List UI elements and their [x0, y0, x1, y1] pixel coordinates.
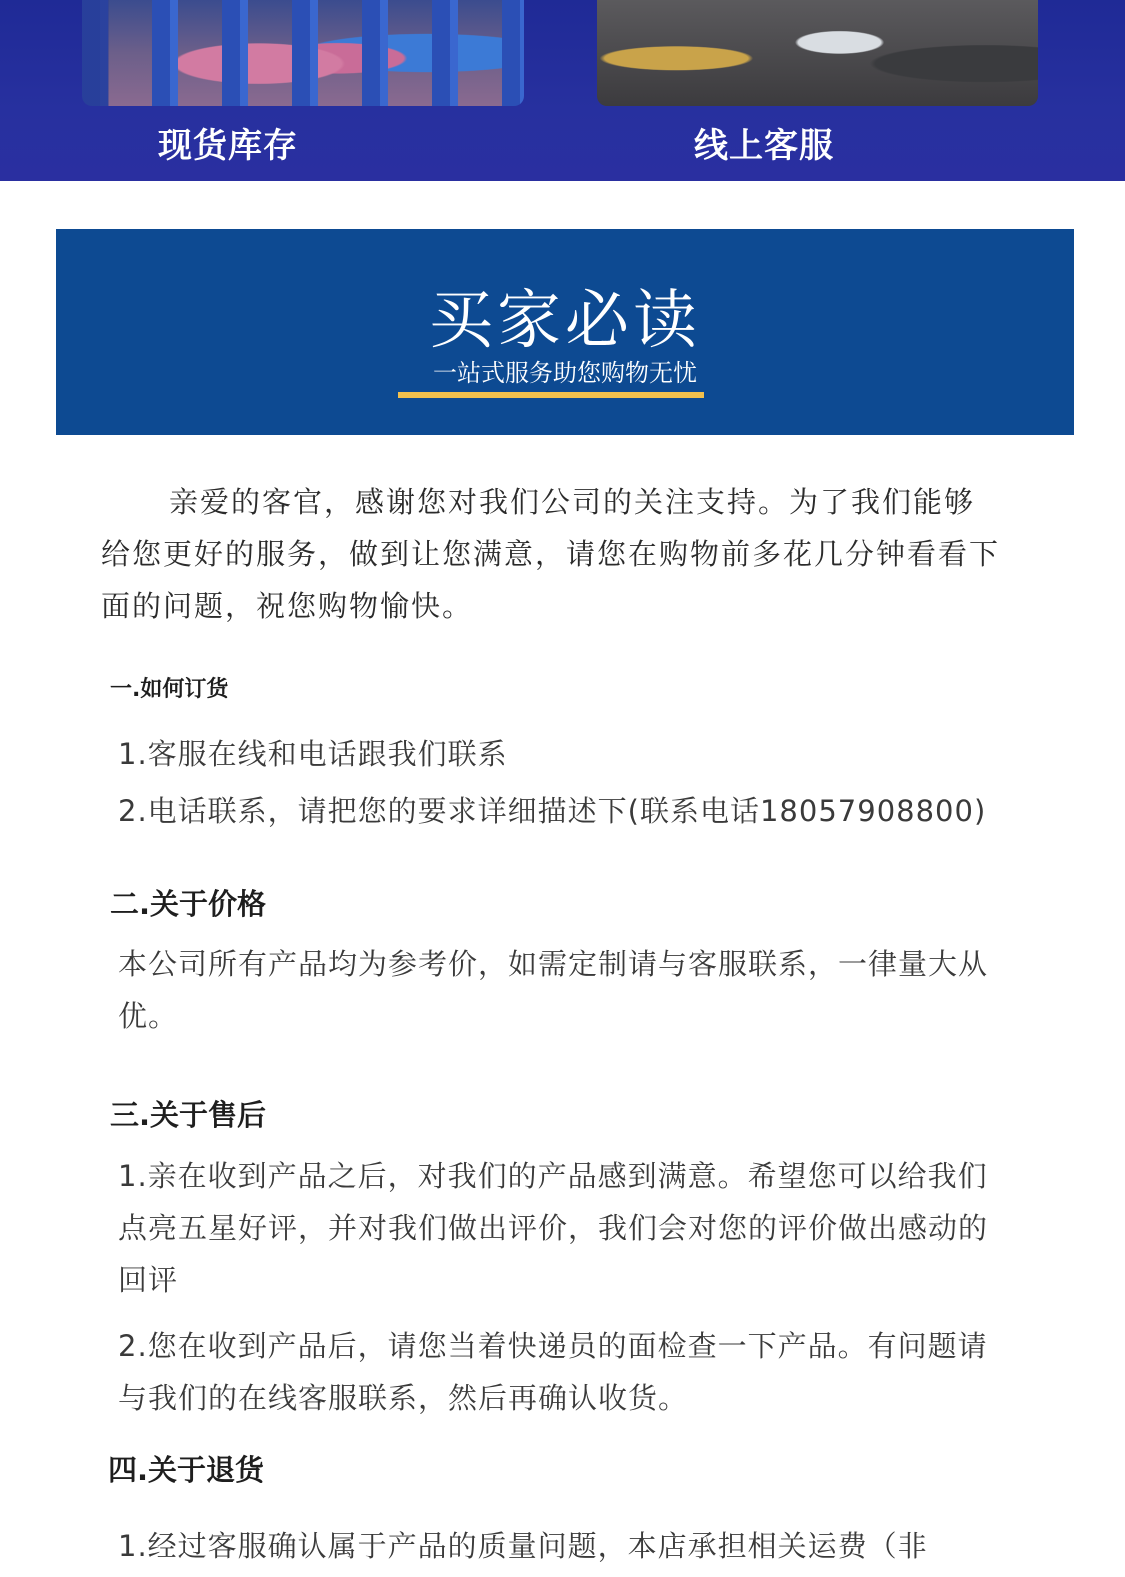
- top-photo-band: [0, 0, 1125, 181]
- buyer-notice-banner: [56, 229, 1074, 435]
- subtitle-underline: [398, 392, 704, 398]
- returns-item-1: 1.经过客服确认属于产品的质量问题，本店承担相关运费（非: [118, 1529, 928, 1563]
- section-heading-returns: 四.关于退货: [108, 1453, 265, 1487]
- after-sales-item-1: 1.亲在收到产品之后，对我们的产品感到满意。希望您可以给我们点亮五星好评，并对我们做出评价，我们会对您的评价做出感动的回评: [118, 1159, 989, 1297]
- banner-title: 买家必读: [429, 284, 701, 358]
- section-heading-price: 二.关于价格: [110, 887, 267, 921]
- ordering-item-1: 1.客服在线和电话跟我们联系: [118, 737, 508, 771]
- after-sales-item-2: 2.您在收到产品后，请您当着快递员的面检查一下产品。有问题请与我们的在线客服联系，然后再确认收货。: [118, 1329, 988, 1415]
- price-paragraph: 本公司所有产品均为参考价，如需定制请与客服联系，一律量大从优。: [118, 947, 989, 1033]
- banner-subtitle: 一站式服务助您购物无忧: [433, 359, 697, 387]
- warehouse-stock-photo: [82, 0, 524, 106]
- stock-caption: 现货库存: [158, 126, 298, 166]
- intro-paragraph: 亲爱的客官，感谢您对我们公司的关注支持。为了我们能够给您更好的服务，做到让您满意，请您在购物前多花几分钟看看下面的问题，祝您购物愉快。: [101, 485, 1001, 623]
- customer-service-photo: [597, 0, 1038, 106]
- section-heading-after-sales: 三.关于售后: [110, 1098, 267, 1132]
- ordering-item-2: 2.电话联系，请把您的要求详细描述下(联系电话18057908800): [118, 794, 987, 828]
- service-caption: 线上客服: [694, 126, 834, 166]
- section-heading-ordering: 一.如何订货: [110, 677, 229, 702]
